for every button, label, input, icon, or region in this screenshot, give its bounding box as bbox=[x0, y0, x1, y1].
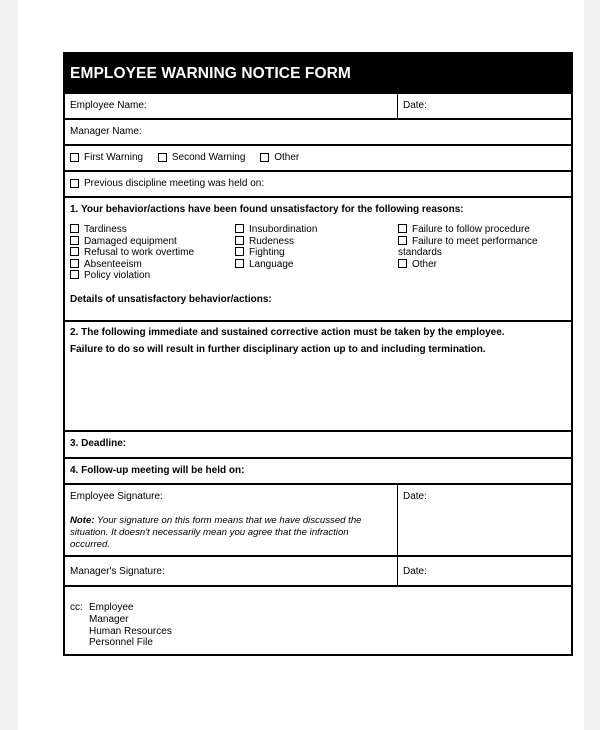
reasons-column-1 bbox=[70, 224, 235, 282]
section-2-line-2: Failure to do so will result in further disciplinary action up to and including termination. bbox=[70, 344, 486, 355]
reason-absenteeism[interactable] bbox=[70, 259, 235, 271]
form-title bbox=[65, 54, 571, 94]
reasons-column-3 bbox=[398, 224, 558, 282]
section-1-heading: 1. Your behavior/actions have been found unsatisfactory for the following reasons: bbox=[70, 204, 464, 215]
reason-insubordination[interactable] bbox=[235, 224, 398, 236]
reason-other[interactable] bbox=[398, 259, 558, 271]
reason-language[interactable] bbox=[235, 259, 398, 271]
first-warning-checkbox[interactable] bbox=[70, 153, 79, 162]
reason-rudeness[interactable] bbox=[235, 236, 398, 248]
cc-list bbox=[89, 602, 172, 649]
manager-signature-row bbox=[65, 557, 571, 587]
reason-fighting[interactable] bbox=[235, 247, 398, 259]
employee-name-field[interactable] bbox=[65, 94, 398, 118]
form-title-text: EMPLOYEE WARNING NOTICE FORM bbox=[70, 65, 351, 82]
reason-tardiness[interactable] bbox=[70, 224, 235, 236]
reason-label: Tardiness bbox=[84, 224, 127, 235]
signature-note bbox=[70, 515, 397, 551]
employee-signature-row bbox=[65, 485, 571, 557]
date-label-top: Date: bbox=[403, 100, 427, 111]
date-field-manager[interactable] bbox=[398, 557, 571, 585]
reason-checkbox[interactable] bbox=[235, 236, 244, 245]
reason-label: Insubordination bbox=[249, 224, 318, 235]
manager-name-field[interactable] bbox=[65, 120, 571, 146]
employee-name-label: Employee Name: bbox=[70, 100, 147, 111]
warning-notice-form bbox=[63, 52, 573, 656]
manager-signature-label: Manager's Signature: bbox=[70, 566, 165, 577]
reason-checkbox[interactable] bbox=[398, 259, 407, 268]
cc-section bbox=[65, 587, 571, 656]
note-label: Note: bbox=[70, 515, 95, 526]
second-warning-label: Second Warning bbox=[171, 152, 246, 163]
cc-label: cc: bbox=[70, 602, 83, 613]
reason-label: Fighting bbox=[249, 247, 285, 259]
cc-item: Personnel File bbox=[89, 637, 153, 649]
other-warning-checkbox[interactable] bbox=[260, 153, 269, 162]
second-warning-checkbox[interactable] bbox=[158, 153, 167, 162]
date-label-employee: Date: bbox=[403, 491, 427, 502]
reason-checkbox[interactable] bbox=[70, 247, 79, 256]
other-warning-option[interactable] bbox=[260, 152, 299, 163]
other-warning-label: Other bbox=[274, 152, 300, 163]
first-warning-option[interactable] bbox=[70, 152, 143, 163]
cc-item: Manager bbox=[89, 613, 129, 625]
reason-checkbox[interactable] bbox=[235, 259, 244, 268]
date-field-top[interactable] bbox=[398, 94, 571, 118]
reason-checkbox[interactable] bbox=[70, 236, 79, 245]
employee-signature-label: Employee Signature: bbox=[70, 491, 163, 502]
second-warning-option[interactable] bbox=[158, 152, 246, 163]
details-label: Details of unsatisfactory behavior/actions: bbox=[70, 293, 272, 305]
reason-checkbox[interactable] bbox=[70, 224, 79, 233]
reason-label: Language bbox=[249, 258, 294, 270]
cc-block bbox=[70, 602, 571, 649]
note-text: Your signature on this form means that we have discussed the situation. It doesn't necessarily mean you agree that the infraction occurred. bbox=[70, 515, 362, 550]
manager-signature-field[interactable] bbox=[65, 557, 398, 585]
section-2-corrective-action bbox=[65, 322, 571, 432]
reason-label: Absenteeism bbox=[84, 258, 142, 270]
reasons-checklist bbox=[70, 224, 571, 282]
reason-label: Failure to follow procedure bbox=[412, 224, 530, 235]
previous-meeting-option[interactable] bbox=[70, 178, 264, 189]
reason-label: Rudeness bbox=[249, 235, 295, 247]
manager-name-label: Manager Name: bbox=[70, 126, 142, 137]
previous-meeting-checkbox[interactable] bbox=[70, 179, 79, 188]
reason-label: Refusal to work overtime bbox=[84, 247, 195, 259]
follow-up-label: 4. Follow-up meeting will be held on: bbox=[70, 465, 245, 476]
reasons-column-2 bbox=[235, 224, 398, 282]
cc-item: Human Resources bbox=[89, 625, 172, 637]
section-1-reasons bbox=[65, 198, 571, 322]
document-page bbox=[18, 0, 584, 730]
reason-failure-meet-performance[interactable] bbox=[398, 236, 558, 248]
reason-failure-follow-procedure[interactable] bbox=[398, 224, 558, 236]
employee-signature-field[interactable] bbox=[65, 485, 398, 555]
reason-standards-continuation: standards bbox=[398, 247, 442, 259]
warning-type-row bbox=[65, 146, 571, 172]
reason-label: Failure to meet performance bbox=[412, 235, 538, 247]
reason-refusal-overtime[interactable] bbox=[70, 247, 235, 259]
deadline-field[interactable] bbox=[65, 432, 571, 459]
date-label-manager: Date: bbox=[403, 566, 427, 577]
employee-name-row bbox=[65, 94, 571, 120]
reason-policy-violation[interactable] bbox=[70, 270, 235, 282]
reason-damaged-equipment[interactable] bbox=[70, 236, 235, 248]
section-2-line-1: 2. The following immediate and sustained corrective action must be taken by the employee. bbox=[70, 327, 505, 338]
previous-meeting-label: Previous discipline meeting was held on: bbox=[84, 178, 265, 189]
first-warning-label: First Warning bbox=[84, 152, 144, 163]
follow-up-meeting-field[interactable] bbox=[65, 459, 571, 485]
reason-checkbox[interactable] bbox=[398, 236, 407, 245]
reason-checkbox[interactable] bbox=[235, 224, 244, 233]
deadline-label: 3. Deadline: bbox=[70, 438, 127, 449]
cc-item: Employee bbox=[89, 602, 134, 613]
previous-meeting-row bbox=[65, 172, 571, 198]
reason-checkbox[interactable] bbox=[70, 259, 79, 268]
date-field-employee[interactable] bbox=[398, 485, 571, 555]
reason-label: Other bbox=[412, 258, 438, 270]
reason-checkbox[interactable] bbox=[70, 270, 79, 279]
reason-label: Policy violation bbox=[84, 270, 151, 282]
reason-checkbox[interactable] bbox=[398, 224, 407, 233]
reason-checkbox[interactable] bbox=[235, 247, 244, 256]
reason-label: Damaged equipment bbox=[84, 235, 177, 247]
